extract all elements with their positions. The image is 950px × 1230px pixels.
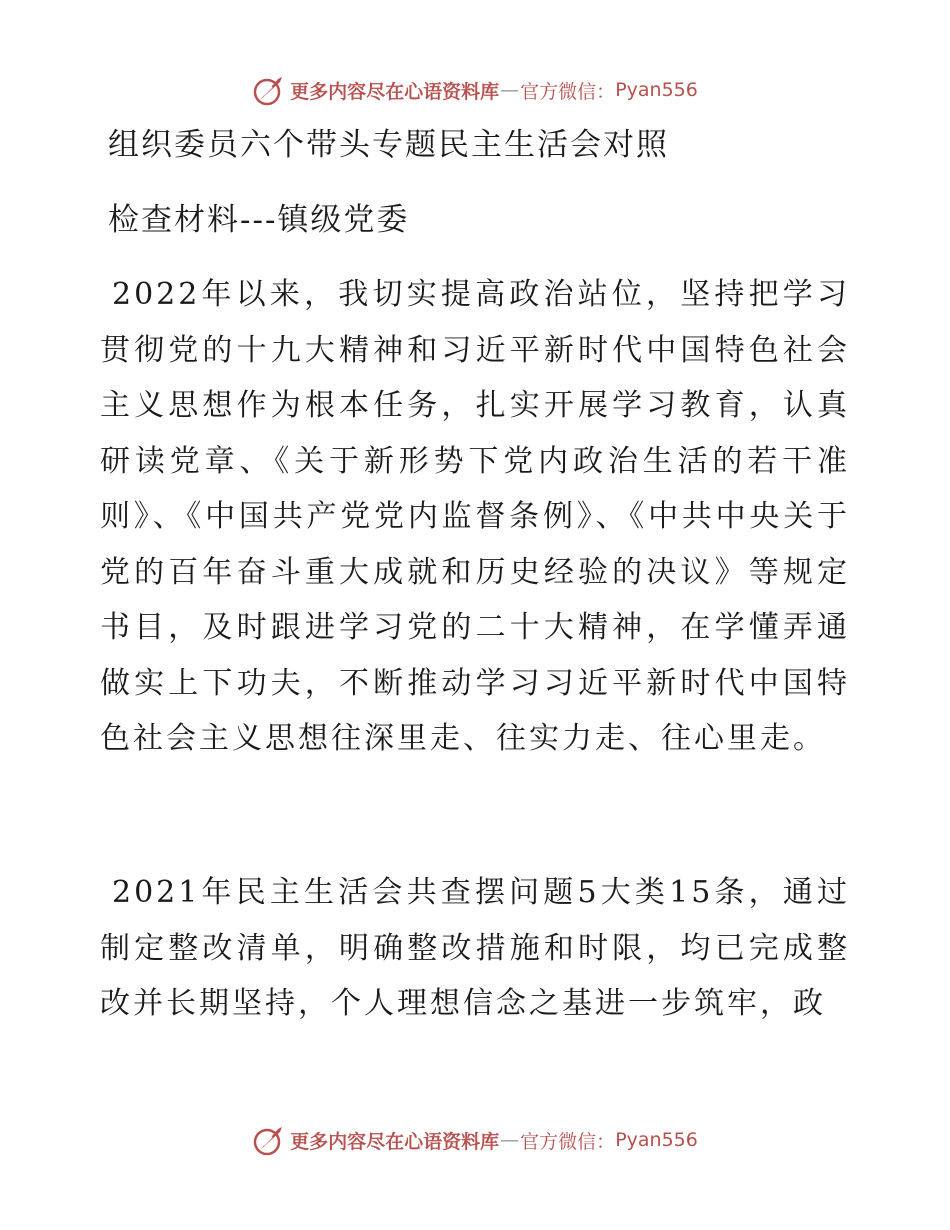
banner-brand-text: 更多内容尽在心语资料库 [290,1130,500,1153]
footer-banner [0,1120,950,1160]
quill-pen-circle-icon [252,73,286,107]
banner-official-label: 官方微信： [520,1130,616,1153]
body-paragraph-1: 2022年以来，我切实提高政治站位，坚持把学习贯彻党的十九大精神和习近平新时代中国特色社会主义思想作为根本任务，扎实开展学习教育，认真研读党章、《关于新形势下党内政治生活的若干准则》、《中国共产党党内监督条例》、《中共中央关于党的百年奋斗重大成就和历史经验的决议》等规定书目，及时跟进学习党的二十大精神，在学懂弄通做实上下功夫，不断推动学习习近平新时代中国特色社会主义思想往深里走、往实力走、往心里走。 [100,277,850,756]
banner-separator: — [500,1129,520,1151]
quill-pen-circle-icon [252,1123,286,1157]
banner-brand-text: 更多内容尽在心语资料库 [290,80,500,103]
banner-separator: — [500,79,520,101]
banner-official-label: 官方微信： [520,80,616,103]
document-title-line-1: 组织委员六个带头专题民主生活会对照 [108,127,669,163]
banner-wechat-id: Pyan556 [615,79,698,101]
header-banner [0,70,950,110]
banner-wechat-id: Pyan556 [615,1129,698,1151]
body-paragraph-2: 2021年民主生活会共查摆问题5大类15条，通过制定整改清单，明确整改措施和时限，均已完成整改并长期坚持，个人理想信念之基进一步筑牢，政 [100,875,850,1021]
document-title-line-2: 检查材料---镇级党委 [108,202,410,238]
